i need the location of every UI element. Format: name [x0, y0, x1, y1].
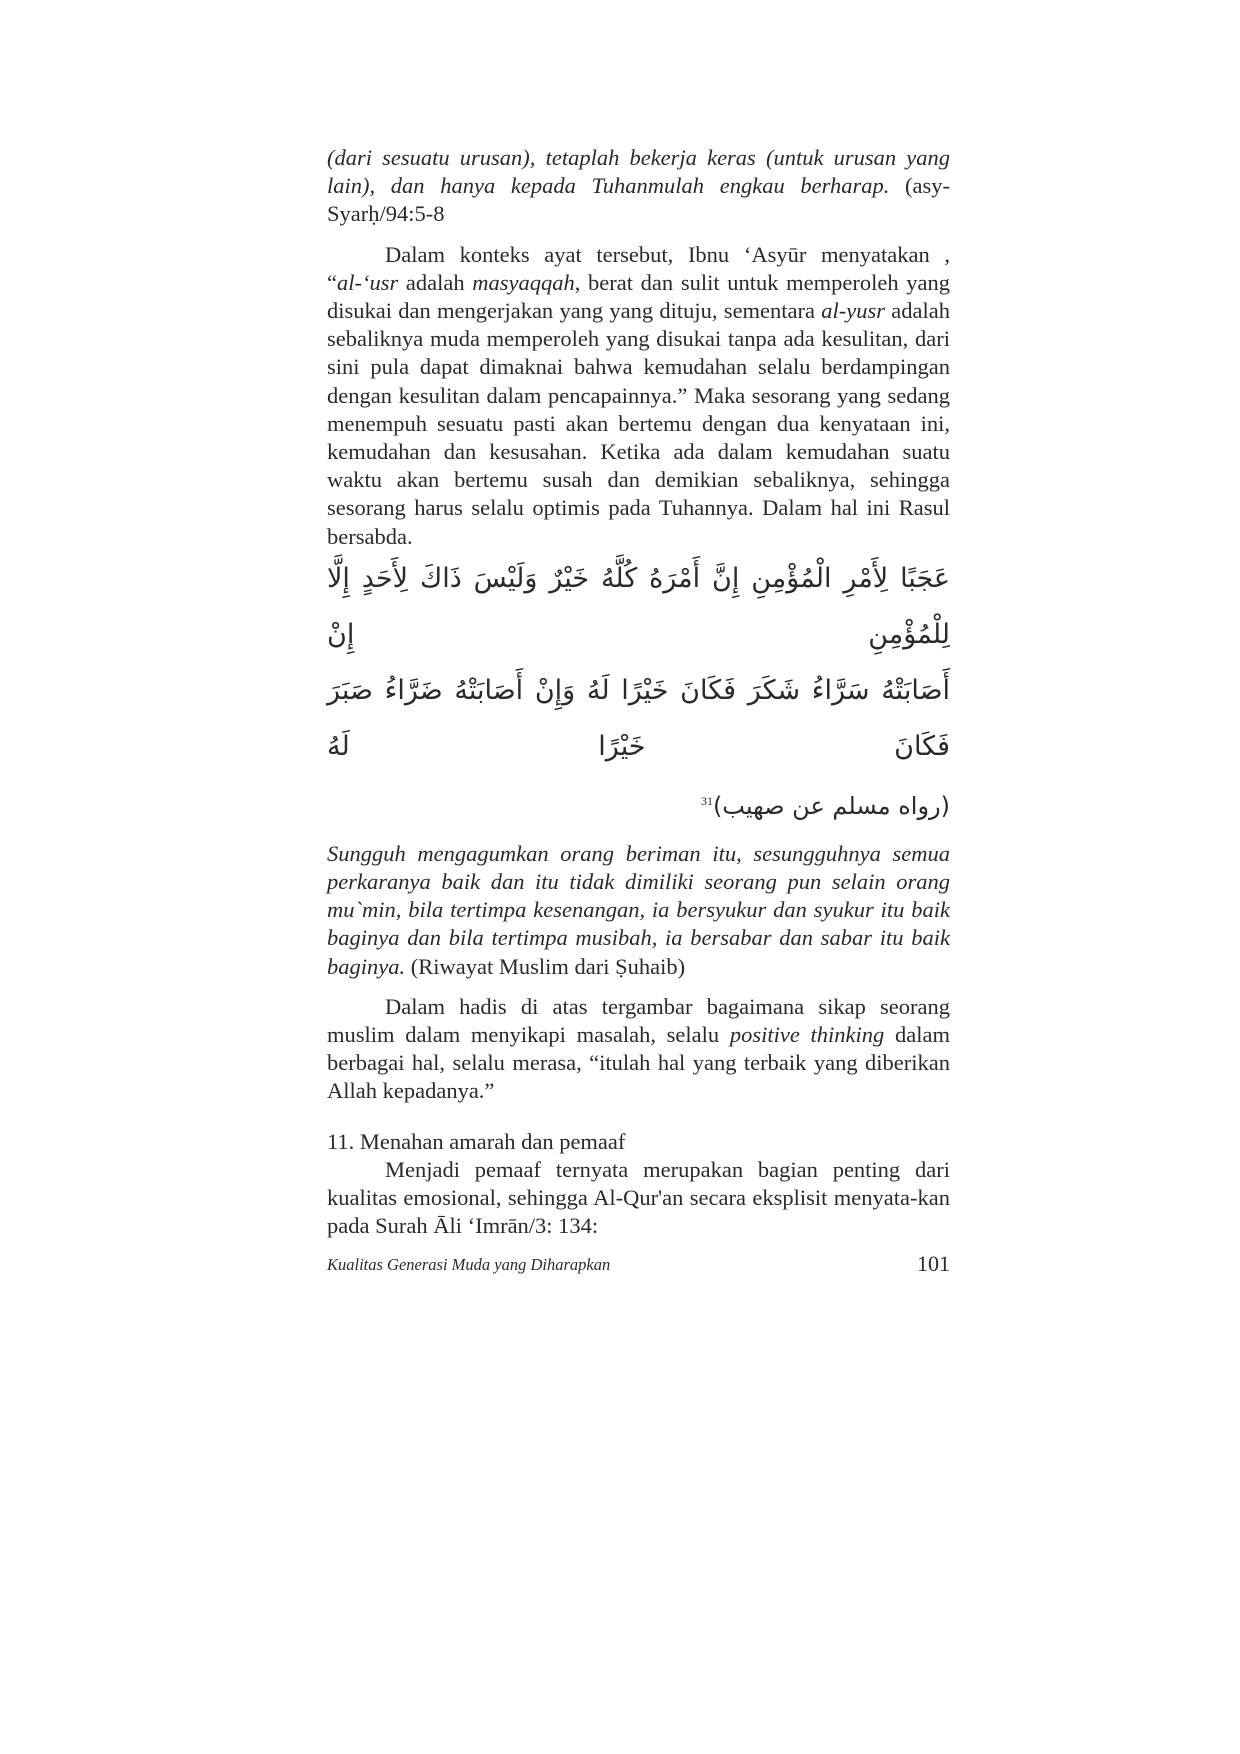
hadith-line-1: عَجَبًا لِأَمْرِ الْمُؤْمِنِ إِنَّ أَمْرَهُ كُلَّهُ خَيْرٌ وَلَيْسَ ذَاكَ لِأَحَدٍ إِلَّا لِلْمُؤْمِنِ إِنْ — [327, 562, 950, 650]
term-al-usr: al-‘usr — [337, 269, 399, 295]
paragraph-context — [327, 241, 950, 551]
hadith-source-text: (رواه مسلم عن صهيب) — [712, 791, 950, 820]
text-run: Dalam konteks ayat tersebut, Ibnu ‘Asyūr menyatakan , “ — [327, 241, 950, 295]
text-run: Dalam hadis di atas tergambar bagaimana sikap seorang muslim dalam menyikapi masalah, selalu — [327, 993, 950, 1048]
footnote-marker: 31 — [700, 793, 713, 808]
text-run: , berat dan sulit untuk memperoleh yang disukai dan mengerjakan yang yang dituju, sementara — [327, 269, 950, 324]
paragraph-hadith-commentary — [327, 993, 950, 1106]
term-masyaqqah: masyaqqah — [472, 269, 575, 295]
term-positive-thinking: positive thinking — [729, 1022, 885, 1048]
paragraph-section-body: Menjadi pemaaf ternyata merupakan bagian penting dari kualitas emosional, sehingga Al-Qur'an secara eksplisit menyata-kan pada Surah Āli ‘Imrān/3: 134: — [327, 1156, 950, 1239]
page-number: 101 — [917, 1251, 950, 1276]
paragraph-quran-translation — [327, 144, 950, 229]
hadith-arabic — [327, 551, 950, 775]
page-footer — [327, 1251, 950, 1281]
hadith-line-2: أَصَابَتْهُ سَرَّاءُ شَكَرَ فَكَانَ خَيْرًا لَهُ وَإِنْ أَصَابَتْهُ ضَرَّاءُ صَبَرَ فَكَانَ خَيْرًا لَهُ — [327, 674, 950, 762]
text-run: adalah sebaliknya muda memperoleh yang disukai tanpa ada kesulitan, dari sini pula dapat dimaknai bahwa kemudahan selalu berdampingan dengan kesulitan dalam pencapainnya.” Maka sesorang yang sedang menempuh sesuatu pasti akan bertemu dengan dua kenyataan ini, kemudahan dan kesusahan. Ketika ada dalam kemudahan suatu waktu akan bertemu susah dan demikian sebaliknya, sehingga sesorang harus selalu optimis pada Tuhannya. Dalam hal ini Rasul bersabda. — [327, 298, 950, 549]
text-run: adalah — [398, 269, 473, 295]
hadith-reference: (Riwayat Muslim dari Ṣuhaib) — [405, 953, 686, 979]
running-footer-title: Kualitas Generasi Muda yang Diharapkan — [327, 1255, 611, 1274]
quran-translation-text: (dari sesuatu urusan), tetaplah bekerja keras (untuk urusan yang lain), dan hanya kepada Tuhanmulah engkau berharap. — [327, 145, 950, 199]
quran-reference: (asy-Syarḥ/94:5-8 — [327, 173, 950, 227]
hadith-translation-text: Sungguh mengagumkan orang beriman itu, sesungguhnya semua perkaranya baik dan itu tidak dimiliki seorang pun selain orang mu`min, bila tertimpa kesenangan, ia bersyukur dan syukur itu baik baginya dan bila tertimpa musibah, ia bersabar dan sabar itu baik baginya. — [327, 840, 950, 979]
section-heading: 11. Menahan amarah dan pemaaf — [327, 1128, 626, 1154]
paragraph-hadith-translation — [327, 840, 950, 981]
page-content — [327, 144, 950, 1240]
text-run: dalam berbagai hal, selalu merasa, “itulah hal yang terbaik yang diberikan Allah kepadanya.” — [327, 1022, 950, 1104]
term-al-yusr: al-yusr — [821, 298, 886, 324]
hadith-source — [327, 781, 950, 826]
